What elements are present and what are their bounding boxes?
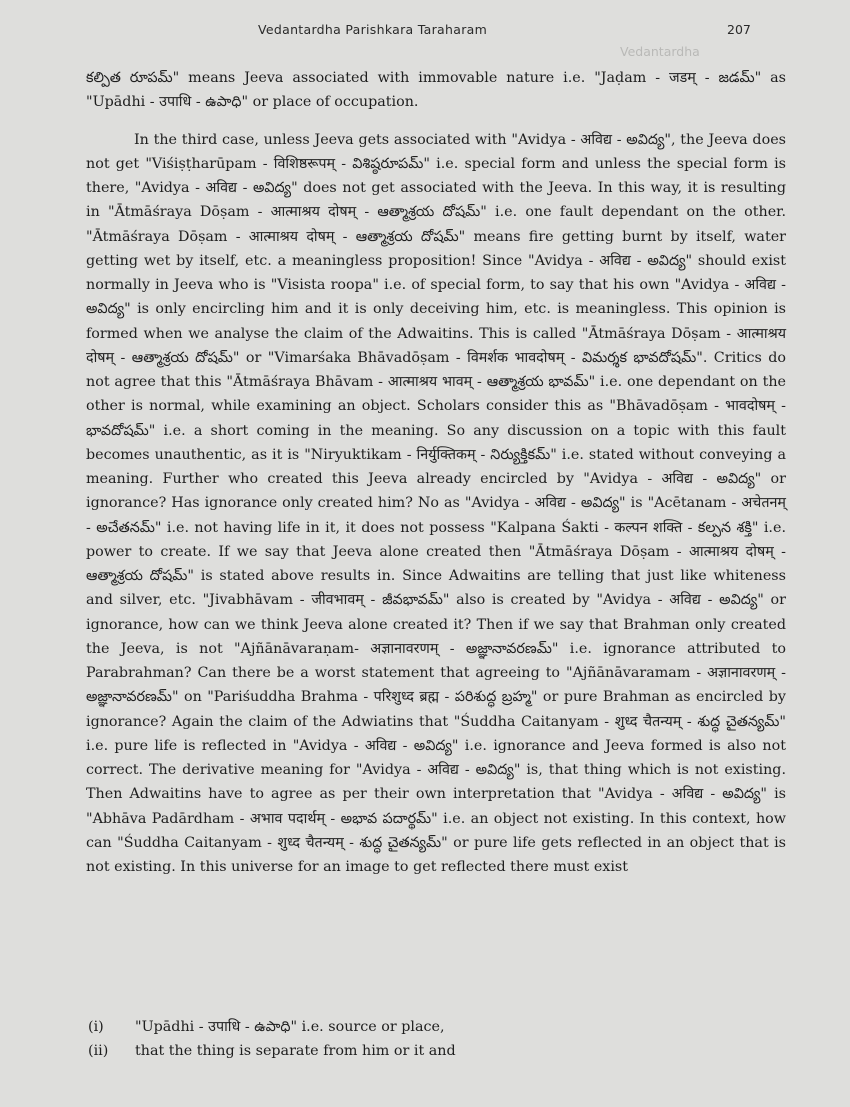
show-through-text: Vedantardha bbox=[620, 44, 700, 59]
paragraph-continued: కల్పిత రూపమ్" means Jeeva associated with immovable nature i.e. "Jaḍam - जडम् - జడమ్" as "Upādhi - उपाधि - ఉపాధి" or place of occupation. bbox=[86, 70, 786, 111]
running-header bbox=[0, 22, 850, 59]
numbered-list bbox=[88, 1015, 788, 1063]
list-item-text: "Upādhi - उपाधि - ఉపాధి" i.e. source or place, bbox=[135, 1019, 445, 1035]
list-item bbox=[88, 1039, 788, 1063]
list-item bbox=[88, 1015, 788, 1039]
list-item-text: that the thing is separate from him or it and bbox=[135, 1043, 456, 1059]
body-text bbox=[86, 66, 786, 879]
list-marker: (i) bbox=[88, 1019, 104, 1035]
list-marker: (ii) bbox=[88, 1043, 109, 1059]
book-title: Vedantardha Parishkara Taraharam bbox=[258, 22, 488, 37]
page-number: 207 bbox=[727, 22, 751, 37]
paragraph-third-case: In the third case, unless Jeeva gets associated with "Avidya - अविद्य - అవిద్య", the Jeeva does not get "Viśiṣṭharūpam - विशिष्ठरूपम् - విశిష్ఠరూపమ్" i.e. special form and unless the special form is there, "Avidya - अविद्य - అవిద్య" does not get associated with the Jeeva. In this way, it is resulting in "Ātmāśraya Dōṣam - आत्माश्रय दोषम् - ఆత్మాశ్రయ దోషమ్" i.e. one fault dependant on the other. "Ātmāśraya Dōṣam - आत्माश्रय दोषम् - ఆత్మాశ్రయ దోషమ్" means fire getting burnt by itself, water getting wet by itself, etc. a meaningless proposition! Since "Avidya - अविद्य - అవిద్య" should exist normally in Jeeva who is "Visista roopa" i.e. of special form, to say that his own "Avidya - अविद्य - అవిద్య" is only encircling him and it is only deceiving him, etc. is meaningless. This opinion is formed when we analyse the claim of the Adwaitins. This is called "Ātmāśraya Dōṣam - आत्माश्रय दोषम् - ఆత్మాశ్రయ దోషమ్" or "Vimarśaka Bhāvadōṣam - विमर्शक भावदोषम् - విమర్శక భావదోషమ్". Critics do not agree that this "Ātmāśraya Bhāvam - आत्माश्रय भावम् - ఆత్మాశ్రయ భావమ్" i.e. one dependant on the other is normal, while examining an object. Scholars consider this as "Bhāvadōṣam - भावदोषम् - భావదోషమ్" i.e. a short coming in the meaning. So any discussion on a topic with this fault becomes unauthentic, as it is "Niryuktikam - निर्युक्तिकम् - నిర్యుక్తికమ్" i.e. stated without conveying a meaning. Further who created this Jeeva already encircled by "Avidya - अविद्य - అవిద్య" or ignorance? Has ignorance only created him? No as "Avidya - अविद्य - అవిద్య" is "Acētanam - अचेतनम् - అచేతనమ్" i.e. not having life in it, it does not possess "Kalpana Śakti - कल्पन शक्ति - కల్పన శక్తి" i.e. power to create. If we say that Jeeva alone created then "Ātmāśraya Dōṣam - आत्माश्रय दोषम् - ఆత్మాశ్రయ దోషమ్" is stated above results in. Since Adwaitins are telling that just like whiteness and silver, etc. "Jivabhāvam - जीवभावम् - జీవభావమ్" also is created by "Avidya - अविद्य - అవిద్య" or ignorance, how can we think Jeeva alone created it? Then if we say that Brahman only created the Jeeva, is not "Ajñānāvaraṇam- अज्ञानावरणम् - అజ్ఞానావరణమ్" i.e. ignorance attributed to Parabrahman? Can there be a worst statement that agreeing to "Ajñānāvaramam - अज्ञानावरणम् - అజ్ఞానావరణమ్" on "Pariśuddha Brahma - परिशुध्द ब्रह्म - పరిశుద్ధ బ్రహ్మ" or pure Brahman as encircled by ignorance? Again the claim of the Adwiatins that "Śuddha Caitanyam - शुध्द चैतन्यम् - శుద్ధ చైతన్యమ్" i.e. pure life is reflected in "Avidya - अविद्य - అవిద్య" i.e. ignorance and Jeeva formed is also not correct. The derivative meaning for "Avidya - अविद्य - అవిద్య" is, that thing which is not existing. Then Adwaitins have to agree as per their own interpretation that "Avidya - अविद्य - అవిద్య" is "Abhāva Padārdham - अभाव पदार्थम् - అభావ పదార్థమ్" i.e. an object not existing. In this context, how can "Śuddha Caitanyam - शुध्द चैतन्यम् - శుద్ధ చైతన్యమ్" or pure life gets reflected in an object that is not existing. In this universe for an image to get reflected there must exist bbox=[86, 131, 786, 875]
